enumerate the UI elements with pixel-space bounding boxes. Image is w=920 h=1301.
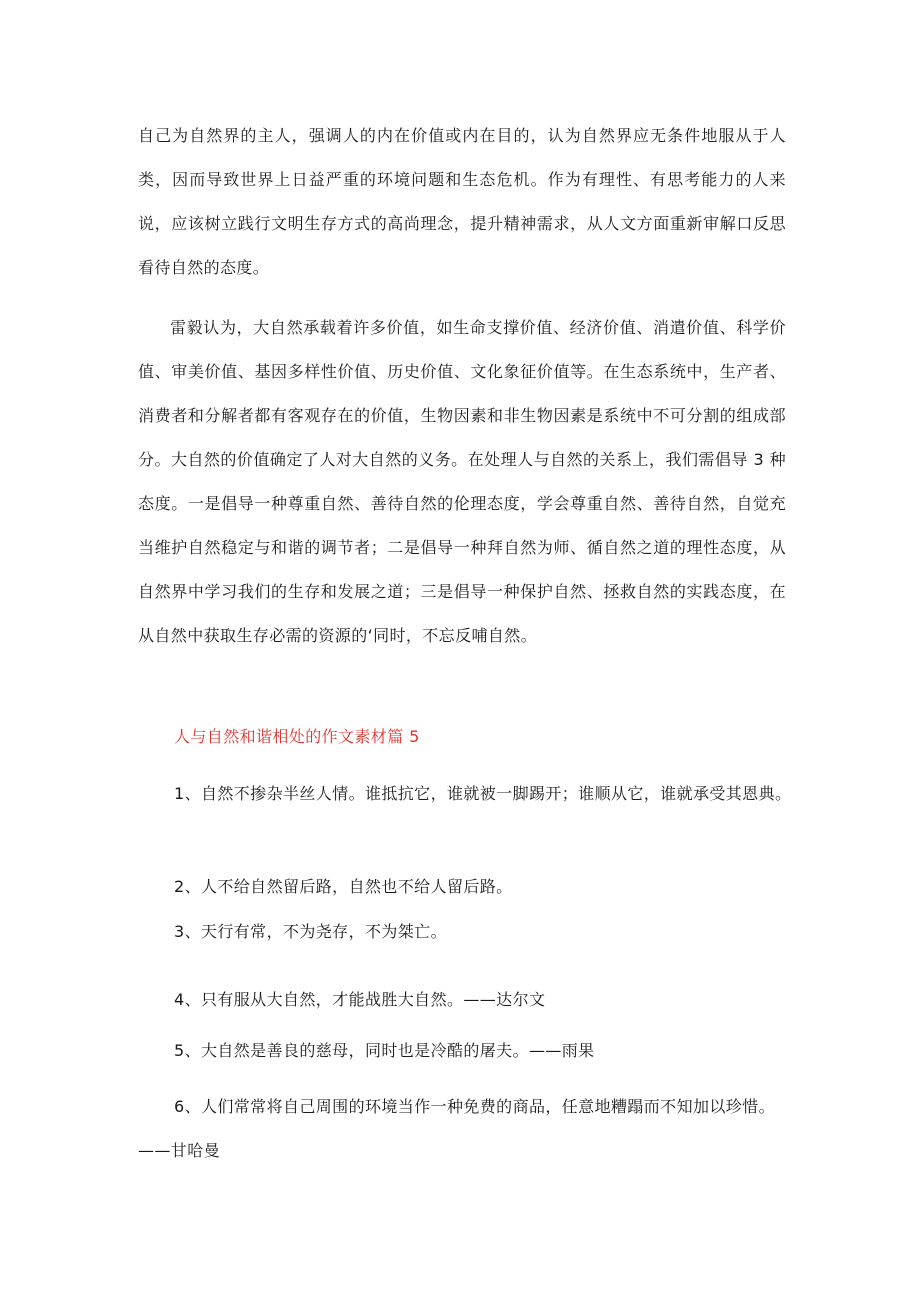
quote-item: 4、只有服从大自然，才能战胜大自然。——达尔文 — [174, 990, 546, 1009]
quote-item: 2、人不给自然留后路，自然也不给人留后路。 — [174, 877, 513, 896]
quote-item: 1、自然不掺杂半丝人情。谁抵抗它，谁就被一脚踢开；谁顺从它，谁就承受其恩典。 — [174, 784, 792, 803]
quote-item: 6、人们常常将自己周围的环境当作一种免费的商品，任意地糟蹋而不知加以珍惜。——甘哈曼 — [138, 1097, 775, 1160]
quote-item: 3、天行有常，不为尧存，不为桀亡。 — [174, 922, 447, 941]
quote-item: 5、大自然是善良的慈母，同时也是冷酷的屠夫。——雨果 — [174, 1041, 595, 1060]
section-title: 人与自然和谐相处的作文素材篇 5 — [174, 727, 420, 746]
body-paragraph: 雷毅认为，大自然承载着许多价值，如生命支撑价值、经济价值、消遣价值、科学价值、审美价值、基因多样性价值、历史价值、文化象征价值等。在生态系统中，生产者、消费者和分解者都有客观存在的价值，生物因素和非生物因素是系统中不可分割的组成部分。大自然的价值确定了人对大自然的义务。在处理人与自然的关系上，我们需倡导 3 种态度。一是倡导一种尊重自然、善待自然的伦理态度，学会尊重自然、善待自然，自觉充当维护自然稳定与和谐的调节者；二是倡导一种拜自然为师、循自然之道的理性态度，从自然界中学习我们的生存和发展之道；三是倡导一种保护自然、拯救自然的实践态度，在从自然中获取生存必需的资源的‘同时，不忘反哺自然。 — [138, 318, 786, 645]
body-paragraph: 自己为自然界的主人，强调人的内在价值或内在目的，认为自然界应无条件地服从于人类，因而导致世界上日益严重的环境问题和生态危机。作为有理性、有思考能力的人来说，应该树立践行文明生存方式的高尚理念，提升精神需求，从人文方面重新审解口反思看待自然的态度。 — [138, 126, 786, 277]
